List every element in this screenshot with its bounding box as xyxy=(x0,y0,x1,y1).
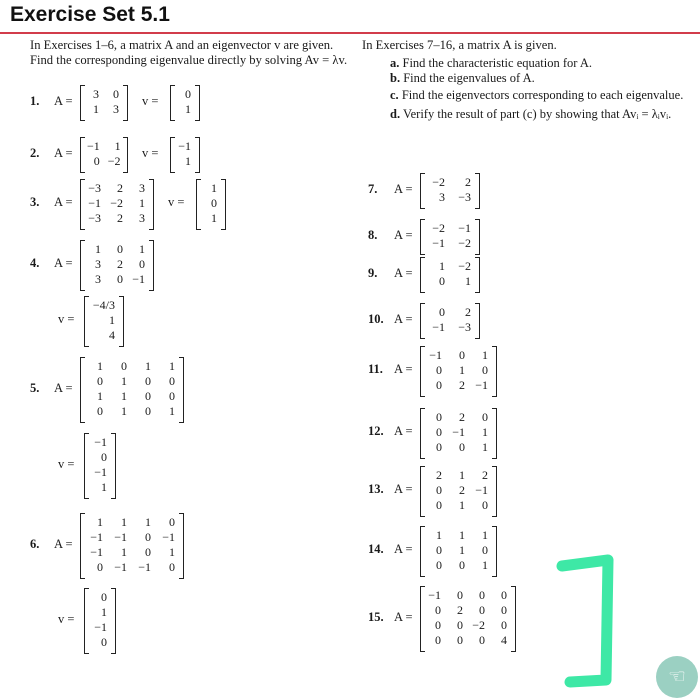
green-bracket-annotation xyxy=(556,552,618,692)
matrix-label: A = xyxy=(54,94,73,108)
matrix-entry: −1 xyxy=(429,347,442,362)
matrix-entry: 0 xyxy=(97,404,103,418)
matrix-entry: 1 xyxy=(459,362,465,377)
matrix-A xyxy=(423,410,492,455)
matrix-entry: 1 xyxy=(121,515,127,529)
matrix-entry: −1 xyxy=(94,435,107,449)
part-a xyxy=(390,56,690,71)
matrix-A xyxy=(83,139,125,169)
matrix-entry: 1 xyxy=(121,404,127,418)
matrix-entry: −2 xyxy=(458,236,471,250)
matrix-entry: −1 xyxy=(162,530,175,544)
exercise-number: 8. xyxy=(368,228,378,242)
matrix-entry: 0 xyxy=(435,618,441,632)
matrix-entry: 1 xyxy=(101,605,107,619)
matrix-entry: 1 xyxy=(459,542,465,557)
right-bracket xyxy=(511,586,516,652)
matrix-entry: 0 xyxy=(436,557,442,572)
matrix-entry: 0 xyxy=(169,374,175,388)
matrix-entry: 1 xyxy=(114,139,121,153)
matrix-entry: 1 xyxy=(482,527,488,542)
right-bracket xyxy=(475,219,480,255)
part-label: d. xyxy=(390,107,401,121)
matrix-entry: 2 xyxy=(459,377,465,392)
matrix-entry: −1 xyxy=(178,139,191,153)
exercise-number: 2. xyxy=(30,146,40,160)
matrix-entry: 0 xyxy=(459,347,465,362)
matrix-entry: 0 xyxy=(436,482,442,497)
right-bracket xyxy=(475,257,480,293)
matrix-A xyxy=(423,175,475,205)
exercise-number: 14. xyxy=(368,542,384,556)
matrix-entry: 3 xyxy=(113,102,119,116)
vector-v xyxy=(173,139,195,169)
matrix-entry: 0 xyxy=(436,424,442,439)
matrix-entry: 3 xyxy=(139,210,145,225)
matrix-entry: 1 xyxy=(121,389,127,403)
matrix-entry: −2 xyxy=(110,195,123,210)
vector-label: v = xyxy=(58,312,75,326)
part-label: b. xyxy=(390,71,401,85)
vector-label: v = xyxy=(142,146,159,160)
matrix-entry: 0 xyxy=(482,542,488,557)
matrix-entry: 1 xyxy=(139,195,145,210)
hand-icon[interactable]: ☜ xyxy=(656,656,698,698)
matrix-entry: 0 xyxy=(482,409,488,424)
right-bracket xyxy=(492,408,497,459)
matrix-entry: 0 xyxy=(439,305,445,319)
matrix-entry: 1 xyxy=(439,259,445,273)
matrix-entry: 1 xyxy=(97,359,103,373)
right-bracket xyxy=(492,346,497,397)
part-text: Find the eigenvalues of A. xyxy=(403,71,535,85)
exercise-number: 9. xyxy=(368,266,378,280)
matrix-entry: 3 xyxy=(95,256,101,271)
matrix-entry: 0 xyxy=(113,87,119,101)
matrix-entry: 1 xyxy=(482,424,488,439)
vector-label: v = xyxy=(58,457,75,471)
matrix-label: A = xyxy=(394,482,413,496)
matrix-entry: 1 xyxy=(121,545,127,559)
matrix-entry: 0 xyxy=(457,618,463,632)
matrix-entry: 1 xyxy=(101,480,107,494)
matrix-entry: 0 xyxy=(435,633,441,647)
matrix-entry: −1 xyxy=(114,560,127,574)
matrix-entry: 0 xyxy=(185,87,191,101)
matrix-entry: 1 xyxy=(145,359,151,373)
matrix-entry: 0 xyxy=(436,542,442,557)
matrix-entry: 0 xyxy=(457,588,463,602)
part-text: Find the characteristic equation for A. xyxy=(402,56,593,70)
matrix-entry: 2 xyxy=(465,305,471,319)
matrix-label: A = xyxy=(394,362,413,376)
matrix-A xyxy=(423,528,492,573)
matrix-entry: 1 xyxy=(211,180,217,195)
matrix-entry: 0 xyxy=(459,439,465,454)
matrix-entry: 0 xyxy=(482,362,488,377)
exercise-number: 4. xyxy=(30,256,40,270)
page-title: Exercise Set 5.1 xyxy=(10,3,170,26)
matrix-entry: 2 xyxy=(436,467,442,482)
right-bracket xyxy=(221,179,226,230)
right-bracket xyxy=(179,513,184,579)
part-text: Find the eigenvectors corresponding to each eigenvalue. xyxy=(401,88,684,102)
matrix-entry: 0 xyxy=(101,590,107,604)
vector-label: v = xyxy=(58,612,75,626)
matrix-entry: 2 xyxy=(459,409,465,424)
left-intro: In Exercises 1–6, a matrix A and an eigenvector v are given. Find the corresponding eigenvalue directly by solving Av = λv. xyxy=(30,38,348,67)
matrix-entry: 1 xyxy=(459,467,465,482)
matrix-entry: 1 xyxy=(97,389,103,403)
matrix-entry: 2 xyxy=(459,482,465,497)
matrix-entry: 0 xyxy=(145,389,151,403)
matrix-entry: 1 xyxy=(95,241,101,256)
matrix-entry: 0 xyxy=(479,588,485,602)
vector-v xyxy=(87,590,111,650)
matrix-entry: 4 xyxy=(501,633,507,647)
matrix-entry: 1 xyxy=(482,347,488,362)
matrix-entry: −2 xyxy=(432,175,445,189)
matrix-entry: −4/3 xyxy=(92,297,115,312)
matrix-label: A = xyxy=(394,610,413,624)
matrix-entry: −3 xyxy=(458,320,471,334)
matrix-entry: −1 xyxy=(114,530,127,544)
matrix-entry: −2 xyxy=(458,259,471,273)
matrix-label: A = xyxy=(394,542,413,556)
exercise-number: 3. xyxy=(30,195,40,209)
matrix-entry: 0 xyxy=(501,603,507,617)
matrix-entry: −2 xyxy=(432,221,445,235)
matrix-entry: 1 xyxy=(436,527,442,542)
matrix-entry: 0 xyxy=(101,450,107,464)
exercise-number: 7. xyxy=(368,182,378,196)
matrix-A xyxy=(83,359,179,419)
matrix-label: A = xyxy=(54,195,73,209)
matrix-entry: 0 xyxy=(101,635,107,649)
exercise-number: 15. xyxy=(368,610,384,624)
parts-list xyxy=(390,56,690,122)
matrix-entry: 0 xyxy=(479,633,485,647)
matrix-entry: 2 xyxy=(117,180,123,195)
matrix-label: A = xyxy=(394,312,413,326)
right-bracket xyxy=(149,240,154,291)
matrix-entry: 1 xyxy=(139,241,145,256)
vector-label: v = xyxy=(142,94,159,108)
matrix-entry: 0 xyxy=(121,359,127,373)
matrix-entry: 0 xyxy=(97,560,103,574)
matrix-entry: 0 xyxy=(117,271,123,286)
matrix-A xyxy=(423,588,511,648)
matrix-entry: −1 xyxy=(428,588,441,602)
matrix-entry: 0 xyxy=(459,557,465,572)
right-bracket xyxy=(492,526,497,577)
vector-v xyxy=(199,181,221,226)
right-bracket xyxy=(111,433,116,499)
matrix-entry: 3 xyxy=(95,271,101,286)
matrix-entry: 1 xyxy=(145,515,151,529)
right-bracket xyxy=(475,303,480,339)
matrix-entry: 0 xyxy=(501,618,507,632)
part-c xyxy=(390,88,690,103)
matrix-entry: 2 xyxy=(117,256,123,271)
right-bracket xyxy=(179,357,184,423)
matrix-entry: 1 xyxy=(109,312,115,327)
matrix-entry: −1 xyxy=(90,530,103,544)
matrix-entry: 0 xyxy=(501,588,507,602)
matrix-entry: 0 xyxy=(479,603,485,617)
matrix-label: A = xyxy=(54,146,73,160)
matrix-label: A = xyxy=(394,424,413,438)
exercise-number: 12. xyxy=(368,424,384,438)
matrix-entry: 0 xyxy=(145,404,151,418)
matrix-entry: 1 xyxy=(185,102,191,116)
matrix-A xyxy=(423,221,475,251)
matrix-entry: 0 xyxy=(145,545,151,559)
matrix-entry: 0 xyxy=(117,241,123,256)
part-b xyxy=(390,71,690,86)
matrix-entry: −1 xyxy=(432,320,445,334)
matrix-entry: 1 xyxy=(169,359,175,373)
matrix-entry: −1 xyxy=(94,620,107,634)
matrix-entry: 0 xyxy=(436,377,442,392)
matrix-entry: 0 xyxy=(436,439,442,454)
matrix-entry: −1 xyxy=(132,271,145,286)
matrix-entry: −3 xyxy=(458,190,471,204)
matrix-entry: 0 xyxy=(457,633,463,647)
matrix-entry: −2 xyxy=(472,618,485,632)
matrix-entry: −2 xyxy=(107,154,121,168)
vector-label: v = xyxy=(168,195,185,209)
matrix-entry: 1 xyxy=(97,515,103,529)
matrix-entry: −1 xyxy=(458,221,471,235)
exercise-number: 13. xyxy=(368,482,384,496)
matrix-entry: 3 xyxy=(439,190,445,204)
title-divider xyxy=(0,32,700,34)
matrix-entry: 3 xyxy=(93,87,99,101)
matrix-entry: 3 xyxy=(139,180,145,195)
matrix-entry: 1 xyxy=(121,374,127,388)
matrix-entry: 2 xyxy=(117,210,123,225)
exercise-number: 10. xyxy=(368,312,384,326)
matrix-entry: 0 xyxy=(139,256,145,271)
matrix-entry: 0 xyxy=(169,515,175,529)
matrix-A xyxy=(83,515,179,575)
matrix-entry: 2 xyxy=(457,603,463,617)
exercise-number: 11. xyxy=(368,362,383,376)
vector-v xyxy=(87,435,111,495)
matrix-entry: 1 xyxy=(211,210,217,225)
matrix-entry: 0 xyxy=(169,389,175,403)
matrix-entry: 0 xyxy=(97,374,103,388)
matrix-entry: −1 xyxy=(90,545,103,559)
matrix-entry: 2 xyxy=(465,175,471,189)
matrix-label: A = xyxy=(54,537,73,551)
right-bracket xyxy=(492,466,497,517)
matrix-entry: −1 xyxy=(452,424,465,439)
right-bracket xyxy=(119,296,124,347)
matrix-entry: 0 xyxy=(482,497,488,512)
exercise-number: 5. xyxy=(30,381,40,395)
matrix-entry: 1 xyxy=(459,497,465,512)
matrix-A xyxy=(423,348,492,393)
matrix-entry: 0 xyxy=(436,409,442,424)
matrix-entry: 1 xyxy=(185,154,191,168)
matrix-entry: 0 xyxy=(436,497,442,512)
matrix-entry: 0 xyxy=(169,560,175,574)
matrix-A xyxy=(83,242,149,287)
matrix-A xyxy=(83,87,123,117)
right-intro: In Exercises 7–16, a matrix A is given. xyxy=(362,38,557,52)
matrix-entry: −1 xyxy=(88,195,101,210)
right-bracket xyxy=(195,85,200,121)
matrix-entry: 1 xyxy=(482,439,488,454)
right-bracket xyxy=(111,588,116,654)
part-label: a. xyxy=(390,56,400,70)
matrix-entry: 1 xyxy=(482,557,488,572)
part-text: Verify the result of part (c) by showing that Avᵢ = λᵢvᵢ. xyxy=(402,107,672,121)
exercise-number: 1. xyxy=(30,94,40,108)
matrix-entry: −1 xyxy=(475,482,488,497)
matrix-entry: 4 xyxy=(109,327,115,342)
matrix-entry: 1 xyxy=(93,102,99,116)
right-bracket xyxy=(149,179,154,230)
matrix-entry: 0 xyxy=(436,362,442,377)
exercise-number: 6. xyxy=(30,537,40,551)
matrix-entry: 0 xyxy=(435,603,441,617)
matrix-A xyxy=(83,181,149,226)
matrix-entry: 1 xyxy=(459,527,465,542)
matrix-A xyxy=(423,259,475,289)
right-bracket xyxy=(195,137,200,173)
matrix-entry: 0 xyxy=(439,274,445,288)
matrix-label: A = xyxy=(394,266,413,280)
matrix-label: A = xyxy=(54,256,73,270)
matrix-entry: 1 xyxy=(465,274,471,288)
vector-v xyxy=(173,87,195,117)
part-label: c. xyxy=(390,88,399,102)
matrix-entry: −3 xyxy=(88,180,101,195)
right-bracket xyxy=(123,85,128,121)
matrix-label: A = xyxy=(394,182,413,196)
matrix-A xyxy=(423,468,492,513)
matrix-entry: −3 xyxy=(88,210,101,225)
matrix-entry: 1 xyxy=(169,404,175,418)
matrix-entry: 2 xyxy=(482,467,488,482)
matrix-A xyxy=(423,305,475,335)
matrix-entry: −1 xyxy=(138,560,151,574)
right-bracket xyxy=(475,173,480,209)
matrix-entry: −1 xyxy=(432,236,445,250)
matrix-entry: 0 xyxy=(93,154,100,168)
part-d xyxy=(390,107,690,122)
matrix-entry: 0 xyxy=(145,374,151,388)
matrix-entry: −1 xyxy=(94,465,107,479)
matrix-label: A = xyxy=(54,381,73,395)
matrix-entry: 0 xyxy=(211,195,217,210)
matrix-label: A = xyxy=(394,228,413,242)
matrix-entry: 0 xyxy=(145,530,151,544)
matrix-entry: −1 xyxy=(87,139,100,153)
matrix-entry: −1 xyxy=(475,377,488,392)
vector-v xyxy=(87,298,119,343)
matrix-entry: 1 xyxy=(169,545,175,559)
